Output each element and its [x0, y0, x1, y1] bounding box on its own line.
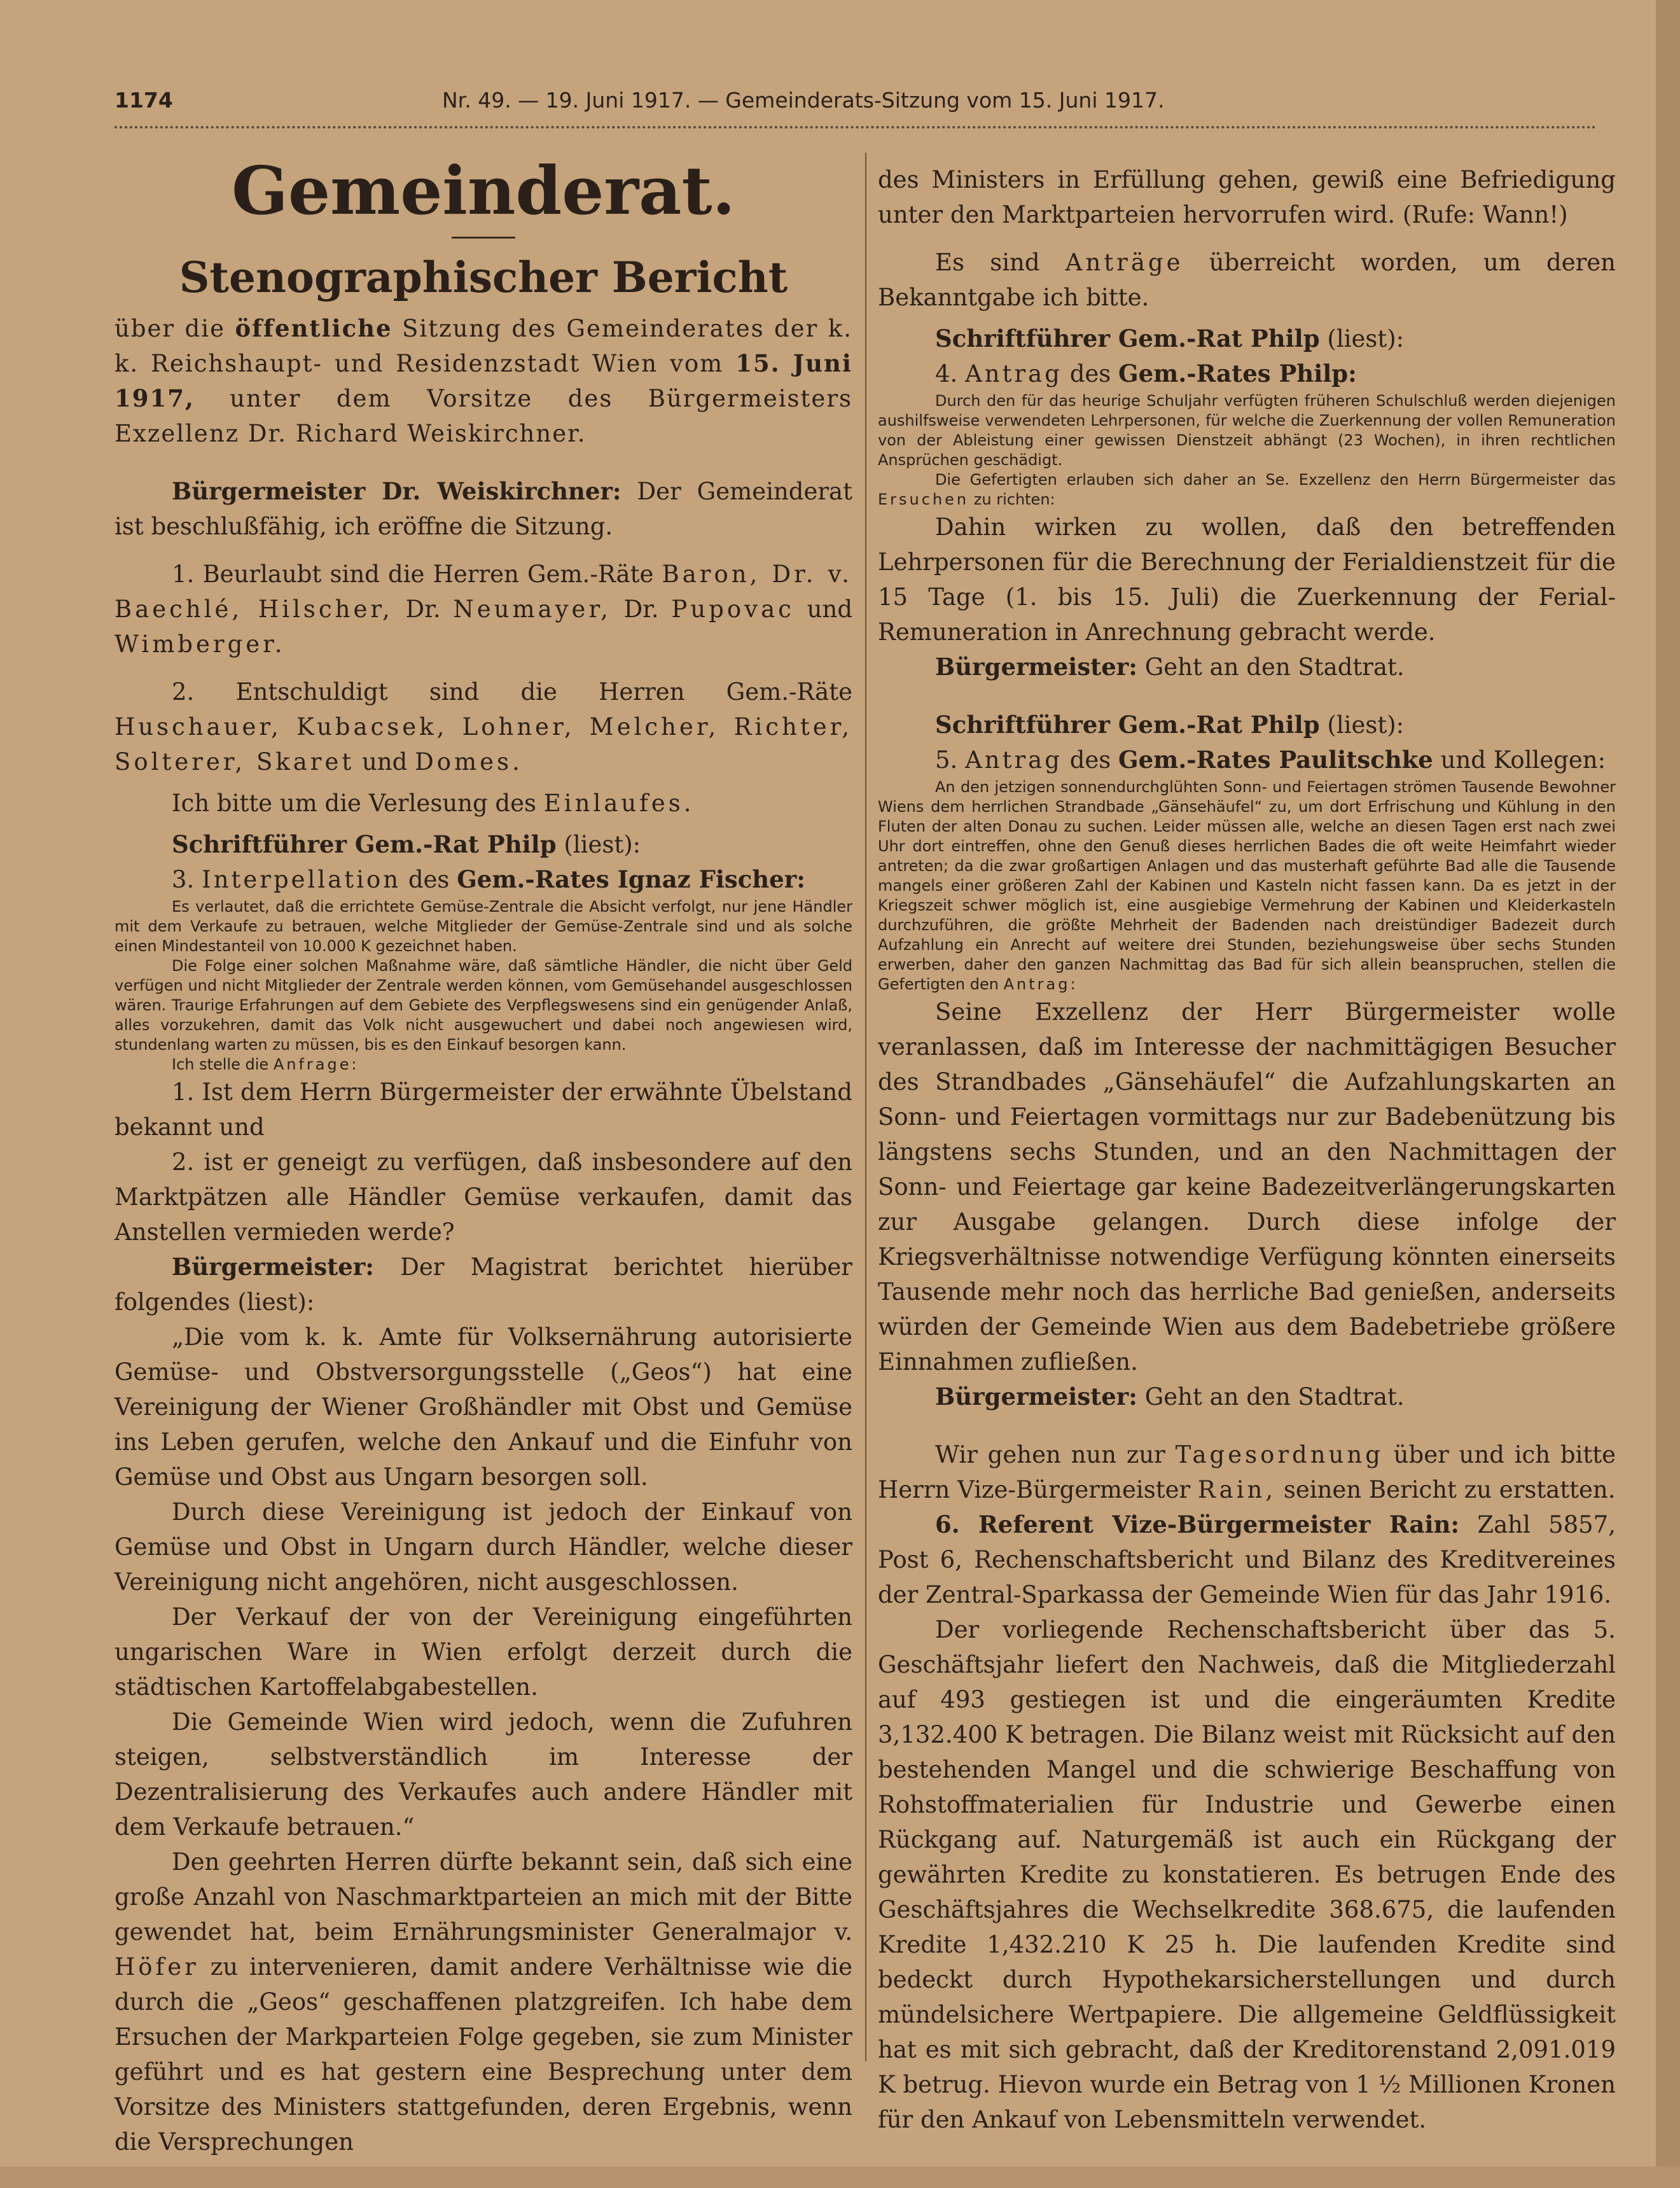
- item-2-excused: 2. Entschuldigt sind die Herren Gem.-Räte Huschauer, Kubacsek, Lohner, Melcher, Richter, Solterer, Skaret und Domes.: [115, 678, 852, 776]
- speaker-label: Bürgermeister:: [172, 1253, 374, 1281]
- magistrate-quote-2: Durch diese Vereinigung ist jedoch der Einkauf von Gemüse und Obst in Ungarn durch Händler, welche dieser Vereinigung nicht angehören, nicht ausgeschlossen.: [115, 1498, 852, 1596]
- motion-4-request: Dahin wirken zu wollen, daß den betreffenden Lehrpersonen für die Berechnung der Ferialdienstzeit für die 15 Tage (1. bis 15. Juli) die Zuerkennung der Ferial-Remuneration in Anrechnung gebracht werde.: [878, 513, 1616, 646]
- column-divider: [865, 153, 866, 2061]
- page-edge-bottom: [0, 2166, 1680, 2188]
- item-5-motion: 5. Antrag des Gem.-Rates Paulitschke und Kollegen:: [935, 746, 1606, 774]
- interpellation-text-2: Die Folge einer solchen Maßnahme wäre, daß sämtliche Händler, die nicht über Geld verfügen und nicht Mitglieder der Zentrale werden können, vom Gemüsehandel ausgeschlossen wären. Traurige Erfahrungen auf dem Gebiete des Verpflegswesens sind ein genügender Anlaß, alles vorzukehren, damit das Volk nicht ausgewuchert und dabei noch angewiesen wird, stundenlang warten zu müssen, bis es den Einkauf besorgen kann.: [115, 957, 852, 1054]
- page-edge-right: [1656, 0, 1680, 2188]
- motion-5-request: Seine Exzellenz der Herr Bürgermeister wolle veranlassen, daß im Interesse der nachmittägigen Besucher des Strandbades „Gänsehäufel“ die Aufzahlungskarten an Sonn- und Feiertagen vormittags nur zur Badebenützung bis längstens sechs Stunden, und an den Nachmittagen der Sonn- und Feiertage gar keine Badezeitverlängerungskarten zur Ausgabe gelangen. Durch diese infolge der Kriegsverhältnisse notwendige Verfügung könnten einerseits Tausende mehr noch das herrliche Bad genießen, anderseits würden der Gemeinde Wien aus dem Badebetriebe größere Einnahmen zufließen.: [878, 998, 1616, 1376]
- masthead-rule: [452, 237, 515, 239]
- page-number: 1174: [115, 88, 173, 113]
- mayor-decision-4: Bürgermeister: Geht an den Stadtrat.: [935, 653, 1405, 681]
- interpellation-text-3: Ich stelle die Anfrage:: [172, 1056, 359, 1073]
- question-1: 1. Ist dem Herrn Bürgermeister der erwähnte Übelstand bekannt und: [115, 1078, 852, 1141]
- opening-statement: Bürgermeister Dr. Weiskirchner: Der Gemeinderat ist beschlußfähig, ich eröffne die Sitzung.: [115, 477, 852, 540]
- header-rule: [115, 126, 1597, 129]
- secretary-reads-2: Schriftführer Gem.-Rat Philp (liest):: [935, 324, 1405, 352]
- speaker-label: Schriftführer Gem.-Rat Philp: [935, 324, 1320, 352]
- speaker-label: Bürgermeister:: [935, 1383, 1137, 1411]
- secretary-reads-1: Schriftführer Gem.-Rat Philp (liest):: [172, 830, 641, 858]
- reading-request: Ich bitte um die Verlesung des Einlaufes.: [172, 790, 695, 817]
- mayor-remarks: Den geehrten Herren dürfte bekannt sein, daß sich eine große Anzahl von Naschmarktparteien an mich mit der Bitte gewendet hat, beim Ernährungsminister Generalmajor v. Höfer zu intervenieren, damit andere Verhältnisse wie die durch die „Geos“ geschaffenen platzgreifen. Ich habe dem Ersuchen der Markparteien Folge gegeben, sie zum Minister geführt und es hat gestern eine Besprechung unter dem Vorsitze des Ministers stattgefunden, deren Ergebnis, wenn die Versprechungen: [115, 1848, 852, 2156]
- motion-4-text-2: Die Gefertigten erlauben sich daher an Se. Exzellenz den Herrn Bürgermeister das Ersuchen zu richten:: [878, 471, 1616, 508]
- running-title: Nr. 49. — 19. Juni 1917. — Gemeinderats-Sitzung vom 15. Juni 1917.: [442, 88, 1165, 113]
- item-4-motion: 4. Antrag des Gem.-Rates Philp:: [935, 359, 1357, 387]
- running-header: [115, 81, 1298, 120]
- magistrate-quote-1: „Die vom k. k. Amte für Volksernährung autorisierte Gemüse- und Obstversorgungsstelle („Geos“) hat eine Vereinigung der Wiener Großhändler mit Obst und Gemüse ins Leben gerufen, welche den Ankauf und die Einfuhr von Gemüse und Obst aus Ungarn besorgen soll.: [115, 1323, 852, 1491]
- right-column: [878, 162, 1616, 2133]
- item-3-interpellation: 3. Interpellation des Gem.-Rates Ignaz Fischer:: [172, 865, 805, 893]
- magistrate-quote-3: Der Verkauf der von der Vereinigung eingeführten ungarischen Ware in Wien erfolgt derzeit durch die städtischen Kartoffelabgabestellen.: [115, 1603, 852, 1701]
- speaker-label: Bürgermeister Dr. Weiskirchner:: [172, 477, 621, 505]
- mayor-reply: Bürgermeister: Der Magistrat berichtet hierüber folgendes (liest):: [115, 1253, 852, 1316]
- mayor-remarks-continued: des Ministers in Erfüllung gehen, gewiß eine Befriedigung unter den Marktparteien hervorrufen wird. (Rufe: Wann!): [878, 166, 1616, 228]
- left-column: [115, 151, 853, 2156]
- speaker-label: Schriftführer Gem.-Rat Philp: [935, 711, 1320, 739]
- item-6-report: 6. Referent Vize-Bürgermeister Rain: Zahl 5857, Post 6, Rechenschaftsbericht und Bilanz des Kreditvereines der Zentral-Sparkassa der Gemeinde Wien für das Jahr 1916.: [878, 1510, 1616, 1608]
- mayor-decision-5: Bürgermeister: Geht an den Stadtrat.: [935, 1383, 1405, 1411]
- motion-5-text: An den jetzigen sonnendurchglühten Sonn- und Feiertagen strömen Tausende Bewohner Wiens dem herrlichen Strandbade „Gänsehäufel“ zu, um dort Erfrischung und Kühlung in den Fluten der alten Donau zu suchen. Leider müssen alle, welche an diesen Tagen erst nach zwei Uhr dort eintreffen, ohne den Genuß dieses herrlichen Bades die oft weite Heimfahrt wieder antreten; da die zwar großartigen Anlagen und das musterhaft geführte Bad alle die Tausende mangels einer größeren Zahl der Kabinen und Kasteln nicht fassen kann. Da es jetzt in der Kriegszeit schwer möglich ist, eine ausgiebige Vermehrung der Kabinen und Kleiderkasteln durchzuführen, die größte Mehrheit der Badenden nach dreistündiger Badezeit durch Aufzahlung ein Anrecht auf weitere drei Stunden, beziehungsweise über sechs Stunden erwerben, daher den ganzen Nachmittag das Bad für sich allein beanspruchen, stellen die Gefertigten den Antrag:: [878, 778, 1616, 993]
- speaker-label: Schriftführer Gem.-Rat Philp: [172, 830, 557, 858]
- motions-announcement: Es sind Anträge überreicht worden, um deren Bekanntgabe ich bitte.: [878, 249, 1616, 311]
- magistrate-quote-4: Die Gemeinde Wien wird jedoch, wenn die Zufuhren steigen, selbstverständlich im Interesse der Dezentralisierung des Verkaufes auch andere Händler mit dem Verkaufe betrauen.“: [115, 1708, 852, 1841]
- report-intro: über die öffentliche Sitzung des Gemeinderates der k. k. Reichshaupt- und Residenzstadt Wien vom 15. Juni 1917, unter dem Vorsitze des Bürgermeisters Exzellenz Dr. Richard Weiskirchner.: [115, 314, 852, 447]
- question-2: 2. ist er geneigt zu verfügen, daß insbesondere auf den Marktpätzen alle Händler Gemüse verkaufen, damit das Anstellen vermieden werde?: [115, 1148, 852, 1246]
- agenda-transition: Wir gehen nun zur Tagesordnung über und ich bitte Herrn Vize-Bürgermeister Rain, seinen Bericht zu erstatten.: [878, 1441, 1616, 1503]
- speaker-label: Bürgermeister:: [935, 653, 1137, 681]
- secretary-reads-3: Schriftführer Gem.-Rat Philp (liest):: [935, 711, 1405, 739]
- credit-union-report: Der vorliegende Rechenschaftsbericht über das 5. Geschäftsjahr liefert den Nachweis, daß die Mitgliederzahl auf 493 gestiegen ist und die eingeräumten Kredite 3,132.400 K betragen. Die Bilanz weist mit Rücksicht auf den bestehenden Mangel und die schwierige Beschaffung von Rohstoffmaterialien für Industrie und Gewerbe einen Rückgang auf. Naturgemäß ist auch ein Rückgang der gewährten Kredite zu konstatieren. Es betrugen Ende des Geschäftsjahres die Wechselkredite 368.675, die laufenden Kredite 1,432.210 K 25 h. Die laufenden Kredite sind bedeckt durch Hypothekarsicherstellungen und durch mündelsichere Wertpapiere. Die allgemeine Geldflüssigkeit hat es mit sich gebracht, daß der Kreditorenstand 2,091.019 K betrug. Hievon wurde ein Betrag von 1 ½ Millionen Kronen für den Ankauf von Lebensmitteln verwendet.: [878, 1616, 1616, 2133]
- item-1-leave: 1. Beurlaubt sind die Herren Gem.-Räte Baron, Dr. v. Baechlé, Hilscher, Dr. Neumayer, Dr. Pupovac und Wimberger.: [115, 561, 853, 658]
- motion-4-text-1: Durch den für das heurige Schuljahr verfügten früheren Schulschluß werden diejenigen aushilfsweise verwendeten Lehrpersonen, für welche die Zuerkennung der vollen Remuneration von der Ableistung einer gewissen Dienstzeit abhängt (23 Wochen), in ihren rechtlichen Ansprüchen geschädigt.: [878, 392, 1616, 469]
- interpellation-text-1: Es verlautet, daß die errichtete Gemüse-Zentrale die Absicht verfolgt, nur jene Händler mit dem Verkaufe zu betrauen, welche Mitglieder der Gemüse-Zentrale sind und als solche einen Mindestanteil von 10.000 K gezeichnet haben.: [115, 898, 852, 955]
- masthead: Gemeinderat.: [232, 151, 735, 230]
- report-subhead: Stenographischer Bericht: [179, 253, 788, 302]
